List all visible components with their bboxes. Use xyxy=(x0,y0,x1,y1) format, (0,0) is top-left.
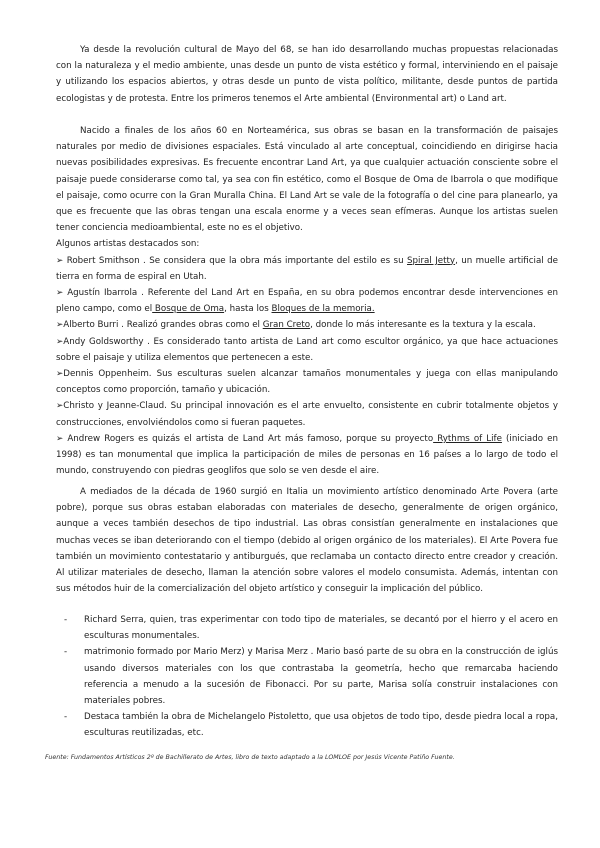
dash-marker: - xyxy=(64,712,68,723)
dash-marker: - xyxy=(64,647,68,658)
artist-rogers: ➢ Andrew Rogers es quizás el artista de Land Art más famoso, porque su proyecto Rythms of Life (iniciado en 1998) es tan monumental que implica la participación de miles de personas en 16 países a lo largo de todo el mundo, construyendo con piedras geoglifos que solo se ven desde el aire. xyxy=(56,433,558,477)
bloques-de-la-memoria-link[interactable]: Bloques de la memoria. xyxy=(271,304,375,315)
intro-section xyxy=(56,42,558,107)
bosque-de-oma-link[interactable]: Bosque de Oma xyxy=(152,304,225,315)
gran-creto-link[interactable]: Gran Creto xyxy=(262,320,311,331)
artist-christo: ➢Christo y Jeanne-Claud. Su principal innovación es el arte envuelto, consistente en cubrir totalmente objetos y construcciones, envolviéndolos como si fueran paquetes. xyxy=(56,401,558,428)
paragraph-may68: Ya desde la revolución cultural de Mayo del 68, se han ido desarrollando muchas propuestas relacionadas con la naturaleza y el medio ambiente, unas desde un punto de vista estético y formal, interviniendo en el paisaje y utilizando los espacios abiertos, y otras desde un punto de vista político, militante, desde puntos de partida ecologistas y de protesta. Entre los primeros tenemos el Arte ambiental (Environmental art) o Land art. xyxy=(56,45,558,104)
list-item: - matrimonio formado por Mario Merz) y Marisa Merz . Mario basó parte de su obra en la construcción de iglús usando diversos materiales con los que contrastaba la geometría, hecho que remarcaba haciendo referencia a menudo a la sucesión de Fibonacci. Por su parte, Marisa solía construir instalaciones con materiales pobres. xyxy=(56,644,558,709)
artist-burri: ➢Alberto Burri . Realizó grandes obras como el Gran Creto, donde lo más interesante es la textura y la escala. xyxy=(56,320,536,331)
artists-intro: Algunos artistas destacados son: xyxy=(56,239,200,250)
rythms-of-life-link[interactable]: Rythms of Life xyxy=(433,433,502,444)
povera-artists-list xyxy=(56,612,558,742)
artist-smithson: ➢ Robert Smithson . Se considera que la obra más importante del estilo es su Spiral Jetty, un muelle artificial de tierra en forma de espiral en Utah. xyxy=(56,255,558,282)
land-art-section xyxy=(56,123,558,479)
arte-povera-section xyxy=(56,484,558,597)
list-item: - Richard Serra, quien, tras experimentar con todo tipo de materiales, se decantó por el hierro y el acero en esculturas monumentales. xyxy=(56,612,558,644)
artist-ibarrola: ➢ Agustín Ibarrola . Referente del Land Art en España, en su obra podemos encontrar desde intervenciones en pleno campo, como el Bosque de Oma, hasta los Bloques de la memoria. xyxy=(56,288,558,315)
artist-oppenheim: ➢Dennis Oppenheim. Sus esculturas suelen alcanzar tamaños monumentales y juega con ellas manipulando conceptos como proporción, tamaño y ubicación. xyxy=(56,369,558,396)
artist-goldsworthy: ➢Andy Goldsworthy . Es considerado tanto artista de Land art como escultor orgánico, ya que hace actuaciones sobre el paisaje y utiliza elementos que pertenecen a este. xyxy=(56,336,558,363)
spiral-jetty-link[interactable]: Spiral Jetty xyxy=(407,255,456,266)
source-citation: Fuente: Fundamentos Artísticos 2º de Bachillerato de Artes, libro de texto adaptado a la LOMLOE por Jesús Vicente Patiño Fuente. xyxy=(45,754,455,761)
list-item: - Destaca también la obra de Michelangelo Pistoletto, que usa objetos de todo tipo, desde piedra local a ropa, esculturas reutilizadas, etc. xyxy=(56,709,558,741)
paragraph-arte-povera: A mediados de la década de 1960 surgió en Italia un movimiento artístico denominado Arte Povera (arte pobre), porque sus obras estaban elaboradas con materiales de desecho, generalmente de origen orgánico, aunque a veces también desechos de tipo industrial. Las obras consistían generalmente en instalaciones que muchas veces se iban deteriorando con el tiempo (debido al origen orgánico de los materiales). El Arte Povera fue también un movimiento contestatario y antiburgués, que reclamaba un contacto directo entre creador y creación. Al utilizar materiales de desecho, llaman la atención sobre valores el modelo consumista. Además, intentan con sus métodos huir de la comercialización del objeto artístico y conseguir la implicación del público. xyxy=(56,487,558,595)
paragraph-land-art: Nacido a finales de los años 60 en Norteamérica, sus obras se basan en la transformación de paisajes naturales por medio de divisiones espaciales. Está vinculado al arte conceptual, coincidiendo en dirigirse hacia nuevas posibilidades expresivas. Es frecuente encontrar Land Art, ya que cualquier actuación consciente sobre el paisaje puede considerarse como tal, ya sea con fin estético, como el Bosque de Oma de Ibarrola o que modifique el paisaje, como ocurre con la Gran Muralla China. El Land Art se vale de la fotografía o del cine para planearlo, ya que es frecuente que las obras tengan una escala enorme y a veces sean efímeras. Aunque los artistas suelen tener conciencia medioambiental, este no es el objetivo. xyxy=(56,126,558,234)
dash-marker: - xyxy=(64,615,68,625)
